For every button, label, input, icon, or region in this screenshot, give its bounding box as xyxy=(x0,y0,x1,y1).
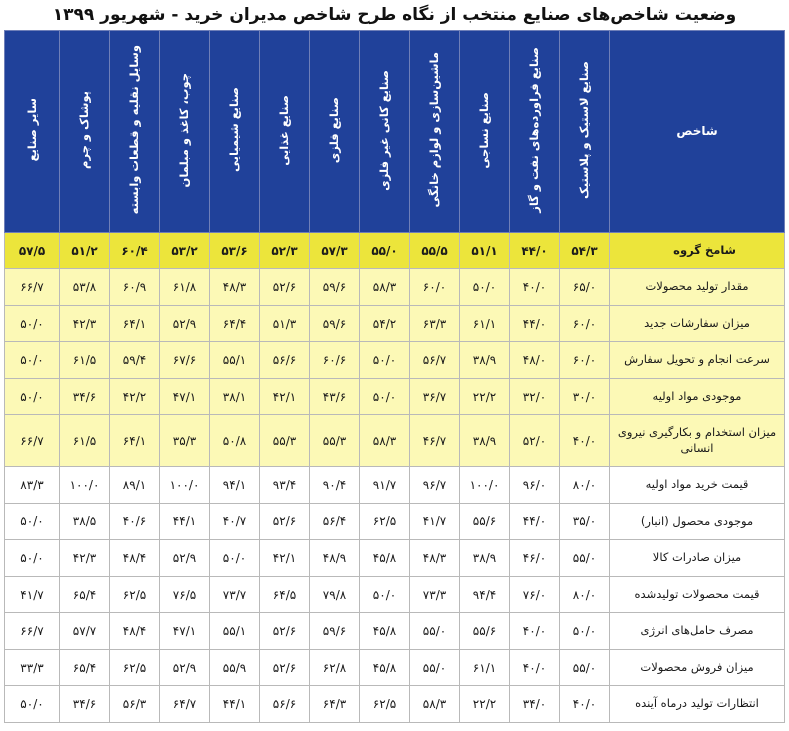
table-cell: ۵۷/۷ xyxy=(60,613,110,650)
column-header-text: صنایع نساجی xyxy=(477,91,492,169)
table-cell: ۴۴/۱ xyxy=(210,686,260,723)
table-cell: ۴۴/۰ xyxy=(510,232,560,269)
table-cell: ۱۰۰/۰ xyxy=(60,467,110,504)
column-header xyxy=(160,31,210,233)
header-row xyxy=(5,31,785,233)
table-cell: ۶۲/۵ xyxy=(360,686,410,723)
row-label: قیمت محصولات تولیدشده xyxy=(610,576,785,613)
table-cell: ۳۶/۷ xyxy=(410,378,460,415)
table-cell: ۵۲/۶ xyxy=(260,613,310,650)
table-cell: ۴۳/۶ xyxy=(310,378,360,415)
table-cell: ۳۸/۱ xyxy=(210,378,260,415)
table-cell: ۳۸/۹ xyxy=(460,342,510,379)
table-cell: ۴۱/۷ xyxy=(5,576,60,613)
table-cell: ۴۷/۱ xyxy=(160,378,210,415)
page-title: وضعیت شاخص‌های صنایع منتخب از نگاه طرح شاخص مدیران خرید - شهریور ۱۳۹۹ xyxy=(52,5,737,25)
table-cell: ۵۵/۱ xyxy=(210,342,260,379)
table-cell: ۶۶/۷ xyxy=(5,269,60,306)
table-cell: ۷۳/۷ xyxy=(210,576,260,613)
table-cell: ۴۲/۳ xyxy=(60,305,110,342)
table-row xyxy=(5,305,785,342)
column-header xyxy=(260,31,310,233)
table-cell: ۴۱/۷ xyxy=(410,503,460,540)
table-cell: ۵۳/۲ xyxy=(160,232,210,269)
table-row xyxy=(5,269,785,306)
table-cell: ۶۳/۳ xyxy=(410,305,460,342)
table-cell: ۳۴/۶ xyxy=(60,686,110,723)
table-cell: ۴۰/۰ xyxy=(560,415,610,467)
table-cell: ۵۵/۳ xyxy=(310,415,360,467)
table-cell: ۴۰/۷ xyxy=(210,503,260,540)
table-cell: ۴۲/۱ xyxy=(260,540,310,577)
table-cell: ۵۰/۰ xyxy=(5,686,60,723)
table-cell: ۴۰/۰ xyxy=(510,649,560,686)
column-header-text: صنایع شیمیایی xyxy=(227,87,242,173)
table-cell: ۸۹/۱ xyxy=(110,467,160,504)
indicator-table xyxy=(4,30,785,723)
table-cell: ۴۸/۹ xyxy=(310,540,360,577)
row-label: مقدار تولید محصولات xyxy=(610,269,785,306)
table-cell: ۵۲/۳ xyxy=(260,232,310,269)
table-cell: ۵۰/۰ xyxy=(360,576,410,613)
table-cell: ۳۴/۰ xyxy=(510,686,560,723)
table-cell: ۶۶/۷ xyxy=(5,415,60,467)
table-cell: ۵۵/۳ xyxy=(260,415,310,467)
table-cell: ۵۱/۳ xyxy=(260,305,310,342)
column-header-text: چوب، کاغذ و مبلمان xyxy=(177,72,192,188)
table-row xyxy=(5,576,785,613)
table-cell: ۶۱/۸ xyxy=(160,269,210,306)
table-cell: ۴۵/۸ xyxy=(360,649,410,686)
table-cell: ۵۱/۱ xyxy=(460,232,510,269)
table-cell: ۵۴/۳ xyxy=(560,232,610,269)
table-cell: ۳۰/۰ xyxy=(560,378,610,415)
table-cell: ۴۸/۴ xyxy=(110,540,160,577)
table-cell: ۹۳/۴ xyxy=(260,467,310,504)
table-cell: ۲۲/۲ xyxy=(460,378,510,415)
table-row xyxy=(5,467,785,504)
column-header-text: صنایع فلزی xyxy=(327,96,342,164)
table-cell: ۵۲/۹ xyxy=(160,540,210,577)
table-cell: ۹۴/۴ xyxy=(460,576,510,613)
table-cell: ۶۰/۶ xyxy=(310,342,360,379)
table-cell: ۵۲/۰ xyxy=(510,415,560,467)
table-cell: ۸۰/۰ xyxy=(560,467,610,504)
table-cell: ۳۴/۶ xyxy=(60,378,110,415)
row-label: میزان صادرات کالا xyxy=(610,540,785,577)
table-cell: ۵۵/۶ xyxy=(460,613,510,650)
row-label: میزان فروش محصولات xyxy=(610,649,785,686)
header-label: شاخص xyxy=(610,31,785,233)
table-cell: ۵۰/۸ xyxy=(210,415,260,467)
table-cell: ۵۶/۳ xyxy=(110,686,160,723)
table-cell: ۳۵/۰ xyxy=(560,503,610,540)
table-cell: ۴۰/۶ xyxy=(110,503,160,540)
table-cell: ۳۸/۵ xyxy=(60,503,110,540)
table-cell: ۴۵/۸ xyxy=(360,613,410,650)
row-label: سرعت انجام و تحویل سفارش xyxy=(610,342,785,379)
table-cell: ۴۰/۰ xyxy=(510,613,560,650)
table-cell: ۶۴/۳ xyxy=(310,686,360,723)
table-cell: ۶۰/۰ xyxy=(560,305,610,342)
table-cell: ۵۵/۵ xyxy=(410,232,460,269)
table-cell: ۴۲/۲ xyxy=(110,378,160,415)
table-cell: ۵۰/۰ xyxy=(5,540,60,577)
table-cell: ۵۵/۰ xyxy=(410,649,460,686)
column-header xyxy=(560,31,610,233)
row-label: مصرف حامل‌های انرژی xyxy=(610,613,785,650)
table-cell: ۵۴/۲ xyxy=(360,305,410,342)
table-cell: ۴۲/۳ xyxy=(60,540,110,577)
table-cell: ۵۰/۰ xyxy=(360,378,410,415)
table-cell: ۵۰/۰ xyxy=(210,540,260,577)
table-row xyxy=(5,342,785,379)
column-header-text: صنایع فراورده‌های نفت و گاز xyxy=(527,47,542,213)
table-cell: ۶۵/۴ xyxy=(60,576,110,613)
table-cell: ۶۰/۴ xyxy=(110,232,160,269)
table-row xyxy=(5,686,785,723)
table-cell: ۶۱/۵ xyxy=(60,342,110,379)
table-cell: ۶۲/۵ xyxy=(110,649,160,686)
table-cell: ۷۳/۳ xyxy=(410,576,460,613)
table-cell: ۴۰/۰ xyxy=(560,686,610,723)
table-cell: ۳۵/۳ xyxy=(160,415,210,467)
column-header-text: وسایل نقلیه و قطعات وابسته xyxy=(127,45,142,215)
table-cell: ۹۶/۷ xyxy=(410,467,460,504)
table-cell: ۵۵/۰ xyxy=(560,540,610,577)
table-cell: ۴۴/۰ xyxy=(510,305,560,342)
table-cell: ۴۵/۸ xyxy=(360,540,410,577)
table-cell: ۵۲/۹ xyxy=(160,305,210,342)
table-cell: ۳۳/۳ xyxy=(5,649,60,686)
table-cell: ۵۲/۶ xyxy=(260,649,310,686)
table-cell: ۶۴/۵ xyxy=(260,576,310,613)
column-header-text: پوشاک و چرم xyxy=(77,90,92,169)
table-row xyxy=(5,415,785,467)
table-cell: ۵۲/۶ xyxy=(260,269,310,306)
row-label: شامخ گروه xyxy=(610,232,785,269)
table-cell: ۶۲/۵ xyxy=(110,576,160,613)
table-cell: ۵۰/۰ xyxy=(5,305,60,342)
table-cell: ۶۵/۴ xyxy=(60,649,110,686)
table-cell: ۴۲/۱ xyxy=(260,378,310,415)
table-cell: ۹۱/۷ xyxy=(360,467,410,504)
row-label: موجودی محصول (انبار) xyxy=(610,503,785,540)
row-label: قیمت خرید مواد اولیه xyxy=(610,467,785,504)
table-row xyxy=(5,503,785,540)
row-label: میزان سفارشات جدید xyxy=(610,305,785,342)
table-cell: ۱۰۰/۰ xyxy=(460,467,510,504)
table-row xyxy=(5,378,785,415)
table-cell: ۵۲/۹ xyxy=(160,649,210,686)
table-cell: ۵۶/۴ xyxy=(310,503,360,540)
table-cell: ۴۴/۰ xyxy=(510,503,560,540)
table-cell: ۶۲/۸ xyxy=(310,649,360,686)
table-cell: ۵۶/۷ xyxy=(410,342,460,379)
table-cell: ۵۰/۰ xyxy=(5,503,60,540)
table-cell: ۶۶/۷ xyxy=(5,613,60,650)
table-cell: ۶۰/۹ xyxy=(110,269,160,306)
table-cell: ۴۴/۱ xyxy=(160,503,210,540)
column-header xyxy=(460,31,510,233)
table-cell: ۴۰/۰ xyxy=(510,269,560,306)
table-row xyxy=(5,540,785,577)
table-cell: ۸۳/۳ xyxy=(5,467,60,504)
table-cell: ۴۸/۳ xyxy=(210,269,260,306)
table-cell: ۴۸/۳ xyxy=(410,540,460,577)
table-cell: ۴۸/۰ xyxy=(510,342,560,379)
table-cell: ۴۶/۷ xyxy=(410,415,460,467)
table-cell: ۶۷/۶ xyxy=(160,342,210,379)
row-label: موجودی مواد اولیه xyxy=(610,378,785,415)
column-header xyxy=(110,31,160,233)
table-cell: ۳۸/۹ xyxy=(460,540,510,577)
table-cell: ۵۵/۰ xyxy=(410,613,460,650)
column-header xyxy=(5,31,60,233)
table-cell: ۵۸/۳ xyxy=(360,269,410,306)
column-header xyxy=(410,31,460,233)
table-cell: ۶۰/۰ xyxy=(410,269,460,306)
table-cell: ۲۲/۲ xyxy=(460,686,510,723)
table-cell: ۶۴/۱ xyxy=(110,305,160,342)
table-cell: ۵۶/۶ xyxy=(260,686,310,723)
table-cell: ۶۱/۱ xyxy=(460,649,510,686)
column-header xyxy=(60,31,110,233)
table-cell: ۵۵/۶ xyxy=(460,503,510,540)
table-cell: ۹۶/۰ xyxy=(510,467,560,504)
table-cell: ۹۰/۴ xyxy=(310,467,360,504)
table-cell: ۱۰۰/۰ xyxy=(160,467,210,504)
table-cell: ۶۰/۰ xyxy=(560,342,610,379)
table-cell: ۵۷/۳ xyxy=(310,232,360,269)
table-row xyxy=(5,649,785,686)
table-cell: ۶۵/۰ xyxy=(560,269,610,306)
table-cell: ۵۸/۳ xyxy=(410,686,460,723)
table-cell: ۶۴/۱ xyxy=(110,415,160,467)
table-cell: ۵۱/۲ xyxy=(60,232,110,269)
table-cell: ۵۶/۶ xyxy=(260,342,310,379)
table-cell: ۵۷/۵ xyxy=(5,232,60,269)
table-cell: ۶۱/۱ xyxy=(460,305,510,342)
table-cell: ۷۹/۸ xyxy=(310,576,360,613)
column-header-text: سایر صنایع xyxy=(24,98,39,162)
row-label: میزان استخدام و بکارگیری نیروی انسانی xyxy=(610,415,785,467)
column-header xyxy=(510,31,560,233)
table-cell: ۴۸/۴ xyxy=(110,613,160,650)
table-cell: ۳۲/۰ xyxy=(510,378,560,415)
table-cell: ۳۸/۹ xyxy=(460,415,510,467)
table-cell: ۵۹/۶ xyxy=(310,269,360,306)
table-cell: ۵۰/۰ xyxy=(460,269,510,306)
column-header xyxy=(310,31,360,233)
table-cell: ۶۴/۷ xyxy=(160,686,210,723)
table-cell: ۶۲/۵ xyxy=(360,503,410,540)
table-cell: ۶۴/۴ xyxy=(210,305,260,342)
table-cell: ۵۵/۰ xyxy=(560,649,610,686)
table-cell: ۵۸/۳ xyxy=(360,415,410,467)
table-cell: ۴۷/۱ xyxy=(160,613,210,650)
table-cell: ۵۰/۰ xyxy=(360,342,410,379)
summary-row xyxy=(5,232,785,269)
column-header-text: صنایع کانی غیر فلزی xyxy=(377,69,392,191)
table-cell: ۵۵/۹ xyxy=(210,649,260,686)
table-cell: ۵۹/۶ xyxy=(310,613,360,650)
table-cell: ۵۳/۸ xyxy=(60,269,110,306)
table-cell: ۵۰/۰ xyxy=(560,613,610,650)
table-cell: ۹۴/۱ xyxy=(210,467,260,504)
column-header xyxy=(210,31,260,233)
table-cell: ۴۶/۰ xyxy=(510,540,560,577)
table-cell: ۵۰/۰ xyxy=(5,342,60,379)
table-cell: ۷۶/۵ xyxy=(160,576,210,613)
table-cell: ۵۵/۰ xyxy=(360,232,410,269)
column-header-text: ماشین‌سازی و لوازم خانگی xyxy=(427,52,442,208)
table-cell: ۵۹/۶ xyxy=(310,305,360,342)
table-row xyxy=(5,613,785,650)
table-cell: ۵۰/۰ xyxy=(5,378,60,415)
row-label: انتظارات تولید درماه آینده xyxy=(610,686,785,723)
column-header-text: صنایع غذایی xyxy=(277,94,292,166)
table-cell: ۷۶/۰ xyxy=(510,576,560,613)
table-cell: ۵۳/۶ xyxy=(210,232,260,269)
column-header xyxy=(360,31,410,233)
table-cell: ۵۲/۶ xyxy=(260,503,310,540)
table-cell: ۵۹/۴ xyxy=(110,342,160,379)
table-cell: ۶۱/۵ xyxy=(60,415,110,467)
table-cell: ۵۵/۱ xyxy=(210,613,260,650)
table-cell: ۸۰/۰ xyxy=(560,576,610,613)
column-header-text: صنایع لاستیک و پلاستیک xyxy=(577,60,592,199)
